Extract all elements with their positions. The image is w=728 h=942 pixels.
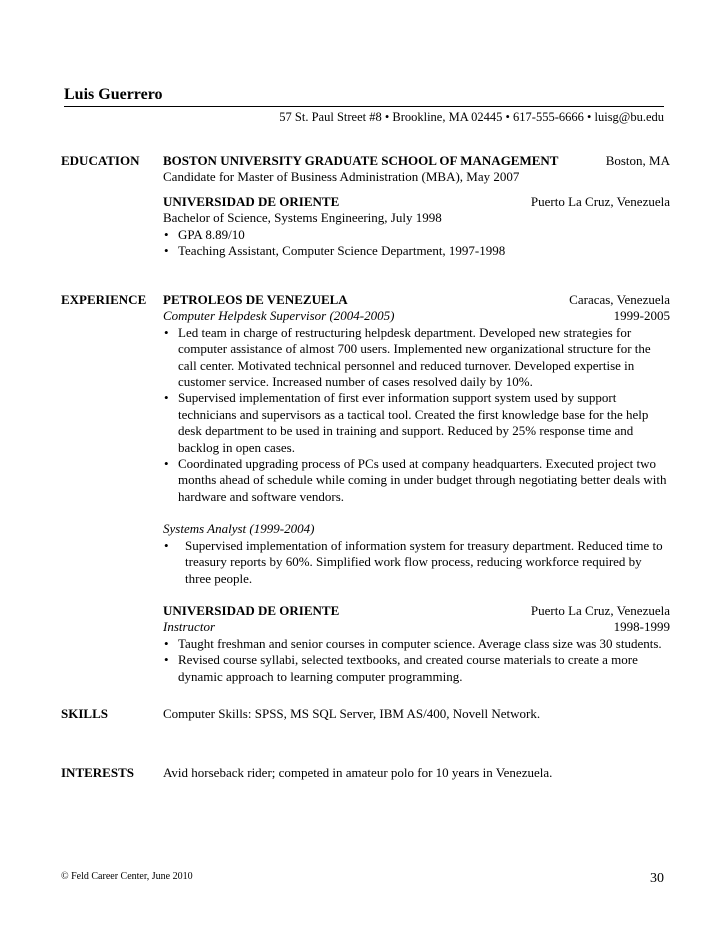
education-bullets: [163, 227, 670, 260]
org-name: UNIVERSIDAD DE ORIENTE: [163, 602, 340, 618]
list-item: • Supervised implementation of first ever information support system used by support technicians and supervisors as a tactical tool. Created the first knowledge base for the help desk department to be used in training and support. Reduced by 25% response time and backlog in open cases.: [163, 390, 670, 456]
candidate-name: Luis Guerrero: [64, 86, 163, 103]
role-dates: 1998-1999: [613, 619, 670, 635]
page-number: 30: [650, 871, 664, 886]
org-location: Puerto La Cruz, Venezuela: [530, 193, 670, 209]
experience-entry-udo: [163, 603, 670, 619]
role-bullets: [163, 538, 670, 587]
org-name: BOSTON UNIVERSITY GRADUATE SCHOOL OF MANAGEMENT: [163, 153, 559, 168]
degree-detail: Bachelor of Science, Systems Engineering, July 1998: [163, 210, 442, 226]
org-name: PETROLEOS DE VENEZUELA: [163, 292, 348, 307]
org-name: UNIVERSIDAD DE ORIENTE: [163, 193, 340, 209]
degree-detail: Candidate for Master of Business Administration (MBA), May 2007: [163, 169, 520, 185]
education-heading: EDUCATION: [61, 153, 140, 168]
education-section: [163, 153, 670, 259]
experience-entry-pdvsa: [163, 292, 670, 308]
list-item: • Led team in charge of restructuring helpdesk department. Developed new strategies for computer assistance of almost 700 users. Implemented new organizational structure for the call center. Motivated technical personnel and reduced turnover. Developed expertise in customer service. Increased number of cases resolved daily by 10%.: [163, 325, 670, 391]
skills-heading: SKILLS: [61, 706, 108, 721]
contact-line: 57 St. Paul Street #8 • Brookline, MA 02445 • 617-555-6666 • luisg@bu.edu: [279, 110, 664, 124]
role-row: [163, 619, 670, 635]
experience-section: [163, 292, 670, 685]
role-bullets: [163, 636, 670, 685]
header-divider: [64, 106, 664, 107]
list-item: • Taught freshman and senior courses in computer science. Average class size was 30 students.: [163, 636, 670, 652]
list-item: • Revised course syllabi, selected textbooks, and created course materials to create a more dynamic approach to learning computer programming.: [163, 652, 670, 685]
org-location: Puerto La Cruz, Venezuela: [530, 602, 670, 618]
interests-heading: INTERESTS: [61, 765, 134, 780]
role-title: Computer Helpdesk Supervisor (2004-2005): [163, 308, 395, 324]
skills-text: Computer Skills: SPSS, MS SQL Server, IBM AS/400, Novell Network.: [163, 706, 541, 721]
interests-text: Avid horseback rider; competed in amateur polo for 10 years in Venezuela.: [163, 765, 553, 780]
list-item: • Teaching Assistant, Computer Science Department, 1997-1998: [163, 243, 670, 259]
role-title: Systems Analyst (1999-2004): [163, 521, 315, 537]
list-item: • GPA 8.89/10: [163, 227, 670, 243]
experience-heading: EXPERIENCE: [61, 292, 147, 307]
role-bullets: [163, 325, 670, 505]
org-location: Boston, MA: [605, 153, 670, 168]
org-location: Caracas, Venezuela: [569, 292, 670, 307]
role-dates: 1999-2005: [613, 308, 670, 324]
role-row: [163, 308, 670, 324]
role-title: Instructor: [163, 619, 215, 635]
education-entry-bu: [163, 153, 670, 169]
education-entry-udo: [163, 194, 670, 210]
list-item: • Coordinated upgrading process of PCs used at company headquarters. Executed project two months ahead of schedule while coming in under budget through negotiating better deals with hardware and software vendors.: [163, 456, 670, 505]
list-item: • Supervised implementation of information system for treasury department. Reduced time to treasury reports by 60%. Simplified work flow process, reducing workforce required by three people.: [163, 538, 670, 587]
footer-copyright: © Feld Career Center, June 2010: [61, 871, 193, 882]
